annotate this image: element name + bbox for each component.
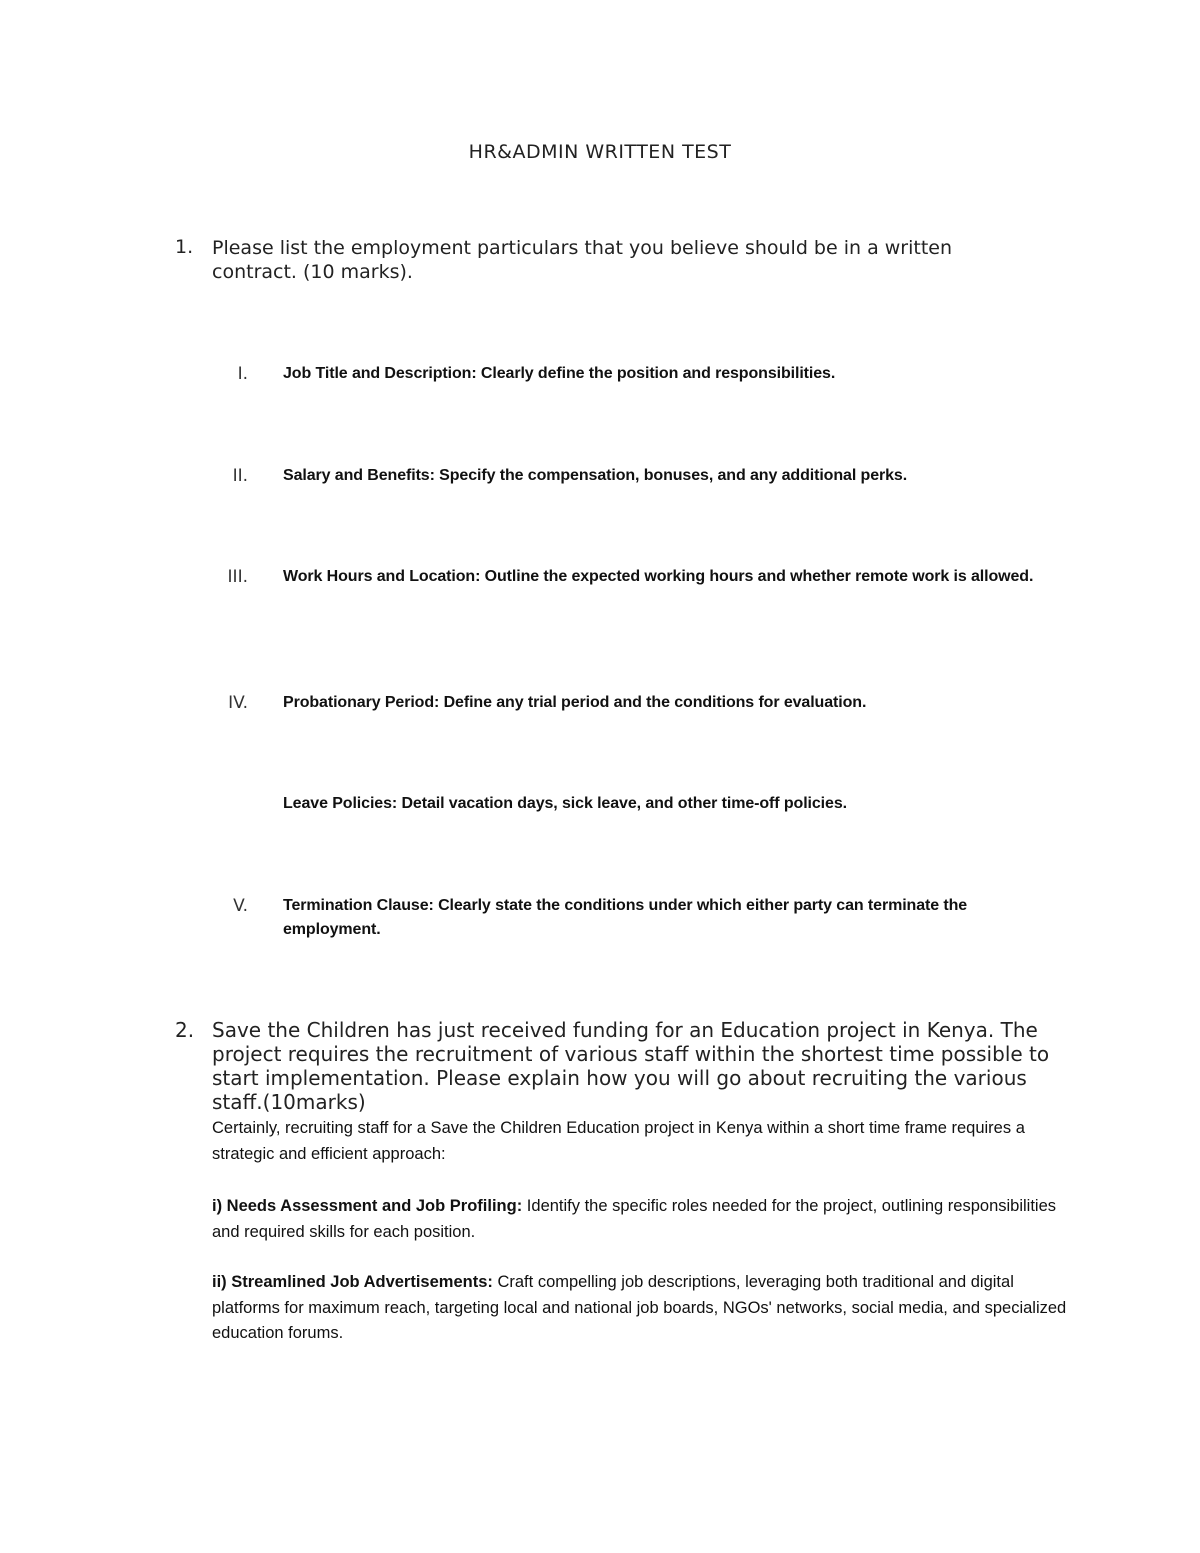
list-item: Salary and Benefits: Specify the compensation, bonuses, and any additional perks.: [283, 467, 908, 484]
answer-point: [212, 1194, 1072, 1245]
list-numeral: I.: [237, 364, 248, 384]
list-item: Termination Clause: Clearly state the conditions under which either party can terminate the employment.: [283, 897, 968, 938]
answer-point-label: i) Needs Assessment and Job Profiling:: [212, 1197, 523, 1215]
answer-intro: Certainly, recruiting staff for a Save the Children Education project in Kenya within a short time frame requires a strategic and efficient approach:: [212, 1119, 1025, 1163]
list-item: Leave Policies: Detail vacation days, sick leave, and other time-off policies.: [283, 795, 847, 812]
answer-point-text: Identify the specific roles needed for the project, outlining responsibilities and required skills for each position.: [212, 1197, 1057, 1241]
list-item: Job Title and Description: Clearly define the position and responsibilities.: [283, 365, 836, 382]
list-numeral: V.: [233, 896, 248, 916]
list-item: Probationary Period: Define any trial period and the conditions for evaluation.: [283, 694, 867, 711]
answer-point-text: Craft compelling job descriptions, leveraging both traditional and digital platforms for maximum reach, targeting local and national job boards, NGOs' networks, social media, and specialized education forums.: [212, 1273, 1067, 1342]
question-2-number: 2.: [175, 1018, 195, 1042]
list-item: Work Hours and Location: Outline the expected working hours and whether remote work is allowed.: [283, 568, 1034, 585]
question-1-number: 1.: [175, 236, 194, 258]
answer-point: [212, 1270, 1072, 1347]
answer-point-label: ii) Streamlined Job Advertisements:: [212, 1273, 493, 1291]
question-2-text: Save the Children has just received funding for an Education project in Kenya. The project requires the recruitment of various staff within the shortest time possible to start implementation. Please explain how you will go about recruiting the various staff.(10marks): [212, 1018, 1050, 1114]
document-title: HR&ADMIN WRITTEN TEST: [468, 141, 732, 163]
list-numeral: III.: [227, 567, 248, 587]
question-1-text: Please list the employment particulars that you believe should be in a written contract. (10 marks).: [212, 237, 953, 283]
list-numeral: II.: [232, 466, 248, 486]
list-numeral: IV.: [228, 693, 248, 713]
